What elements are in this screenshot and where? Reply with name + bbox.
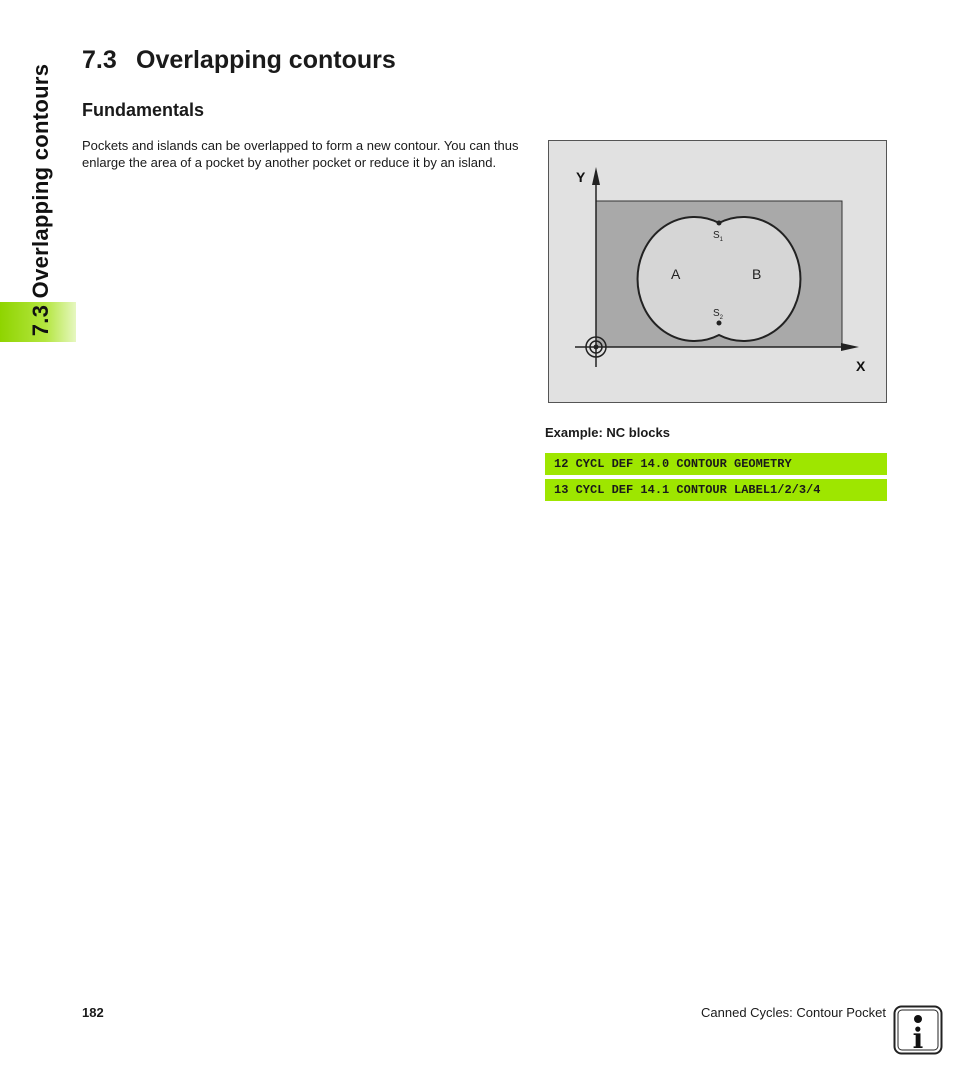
s1-letter: S: [713, 230, 720, 241]
pocket-b-label: B: [752, 266, 762, 282]
x-axis-label: X: [856, 358, 866, 374]
y-axis-arrow: [592, 167, 600, 185]
s1-subscript: 1: [719, 237, 724, 243]
origin-marker-dot: [594, 345, 599, 350]
contour-diagram: [549, 141, 886, 402]
y-axis-label: Y: [576, 169, 586, 185]
x-axis-arrow: [841, 343, 859, 351]
page-title: [82, 46, 396, 75]
page-number: 182: [82, 1005, 104, 1020]
overlapping-contours-figure: [548, 140, 887, 403]
point-s2: [717, 321, 722, 326]
footer-chapter-title: Canned Cycles: Contour Pocket: [701, 1005, 886, 1020]
s2-subscript: 2: [719, 315, 724, 321]
point-s1: [717, 221, 722, 226]
side-tab-label: 7.3 Overlapping contours: [28, 63, 53, 337]
s2-letter: S: [713, 308, 720, 319]
info-icon-letter: i: [912, 1022, 924, 1055]
section-heading: Fundamentals: [82, 100, 205, 120]
pocket-a-label: A: [671, 266, 681, 282]
nc-block-line: 12 CYCL DEF 14.0 CONTOUR GEOMETRY: [545, 453, 887, 475]
nc-block-line: 13 CYCL DEF 14.1 CONTOUR LABEL1/2/3/4: [545, 479, 887, 501]
body-paragraph: Pockets and islands can be overlapped to form a new contour. You can thus enlarge the area of a pocket by another pocket or reduce it by an island.: [82, 138, 519, 170]
example-label: Example: NC blocks: [545, 425, 670, 440]
chapter-title: Overlapping contours: [136, 46, 396, 74]
chapter-number: 7.3: [82, 46, 117, 74]
info-icon: [893, 1005, 943, 1055]
